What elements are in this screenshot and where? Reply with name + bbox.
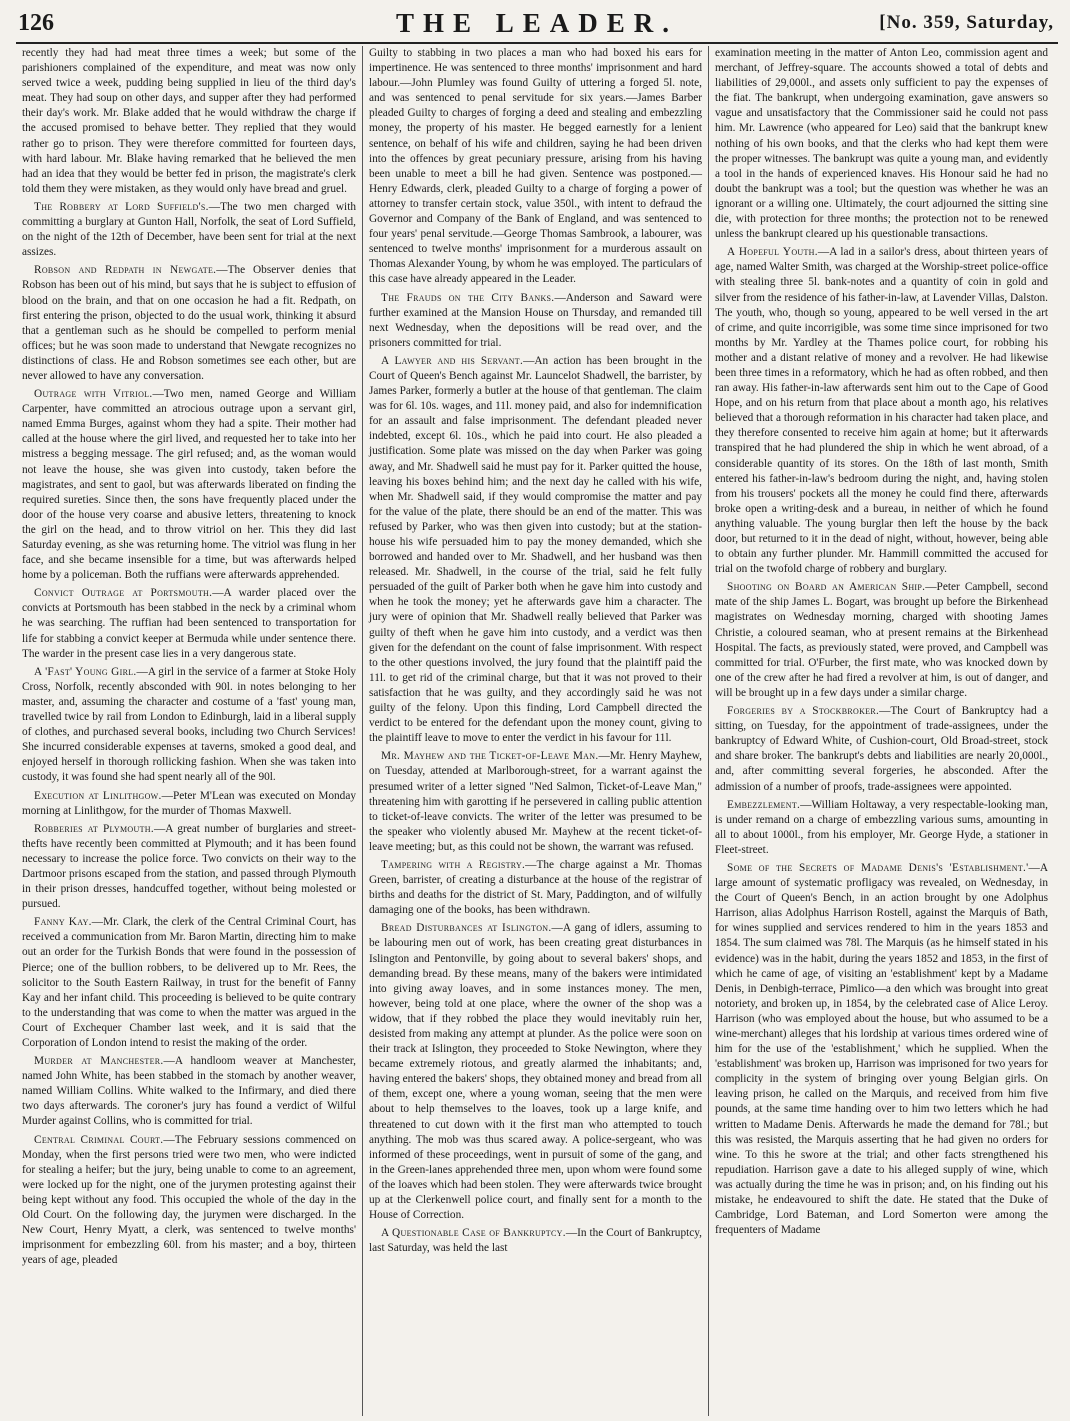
article-paragraph — [715, 704, 1048, 795]
article-paragraph — [715, 861, 1048, 1238]
article-heading: Robberies at Plymouth. — [34, 822, 154, 835]
article-text: —The two men charged with committing a burglary at Gunton Hall, Norfolk, the seat of Lord Suffield, on the night of the 12th of December, have been sent for trial at the next assizes. — [22, 200, 356, 259]
column-2 — [362, 46, 708, 1416]
article-paragraph — [22, 387, 356, 583]
article-paragraph — [22, 789, 356, 819]
page-number: 126 — [18, 10, 54, 36]
article-text: —An action has been brought in the Court of Queen's Bench against Mr. Launcelot Shadwell, the barrister, by James Parker, formerly a butler at the house of that gentleman. The claim was for 6l. 10s. wages, and 11l. money paid, and also for indemnification for an assault and false imprisonment. The defendant pleaded never indebted, except 6l. 10s., which he paid into court. He also pleaded a justification. Some plate was missed on the day when Parker was going away, and Mr. Shadwell said he must pay for it. Parker quitted the house, leaving his boxes behind him; and the next day he called with his wife, when Mr. Shadwell said, if they would compromise the matter and pay for the value of the plate, there should be an end of the matter. This was refused by Parker, who was then given into custody; but at the station-house his wife persuaded him to pay the money demanded, which she borrowed and handed over to Mr. Shadwell, and her husband was then released. Mr. Shadwell, in the course of the trial, said he felt fully persuaded of the guilt of Parker both when he gave him into custody and when he took the money; yet he afterwards gave him a character. The jury were of opinion that Mr. Shadwell really believed that Parker was guilty of theft when he gave him into custody, and a verdict was then given for the defendant on the count of false imprisonment. With respect to the other questions involved, the jury found that the plaintiff paid the 11l. to get rid of the criminal charge, but that it was not proved to their satisfaction that he was guilty, and they accordingly said he was not guilty of the felony. Upon this finding, Lord Campbell directed the verdict to be entered for the defendant upon the money count, giving to the plaintiff leave to move to enter the verdict in his favour for 11l. — [369, 354, 702, 745]
columns — [16, 46, 1058, 1421]
article-heading: Bread Disturbances at Islington. — [381, 922, 552, 935]
article-paragraph — [22, 200, 356, 260]
article-text: —The February sessions commenced on Monday, when the first persons tried were two men, who were indicted for stealing a heifer; but the jury, being unable to come to an agreement, were locked up for the night, one of the jurymen protesting against their being kept without any food. This occupied the whole of the day in the Old Court. On the following day, the jurymen were discharged. In the New Court, Henry Myatt, a clerk, was sentenced to twelve months' imprisonment for embezzling 60l. from his master; and a boy, thirteen years of age, pleaded — [22, 1133, 356, 1267]
article-paragraph — [369, 858, 702, 918]
column-1 — [16, 46, 362, 1416]
article-text: Guilty to stabbing in two places a man who had boxed his ears for impertinence. He was sentenced to three months' imprisonment and hard labour.—John Plumley was found Guilty of uttering a forged 5l. note, and was sentenced to penal servitude for six years.—James Barber pleaded Guilty to charges of forging a deed and stealing and embezzling money, the property of his master. He begged earnestly for a lenient sentence, on behalf of his wife and children, saying he had been driven into the offences by great pecuniary pressure, arising from his having been unable to meet a bill he had given. Sentence was postponed.—Henry Edwards, clerk, pleaded Guilty to a charge of forging a power of attorney to transfer certain stock, value 350l., with intent to defraud the Governor and Company of the Bank of England, and was sentenced to four years' penal servitude.—George Thomas Sambrook, a labourer, was sentenced to twelve months' imprisonment for a murderous assault on Thomas Alexander Young, by whom he was employed. The particulars of this case have already appeared in the Leader. — [369, 47, 702, 286]
article-paragraph — [715, 580, 1048, 701]
article-paragraph — [369, 921, 702, 1223]
article-paragraph — [715, 798, 1048, 858]
article-heading: A Questionable Case of Bankruptcy. — [381, 1227, 566, 1240]
article-text: examination meeting in the matter of Anton Leo, commission agent and merchant, of Jeffrey-square. The accounts showed a total of debts and liabilities of 29,000l., and assets only sufficient to pay the expenses of the fiat. The bankrupt, when undergoing examination, gave answers so vague and unsatisfactory that the Commissioner said he could not pass him. Mr. Lawrence (who appeared for Leo) said that the bankrupt knew nothing of his own books, and that the clerks who had kept them were the proper witnesses. The bankrupt was quite a young man, and evidently a tool in the hands of experienced knaves. His Honour said he had no doubt the bankrupt was a tool; but the question was whether he was an ignorant or a willing one. Ultimately, the court adjourned the sitting sine die, with protection for three months; the protection not to be renewed unless the bankrupt cleared up his questionable transactions. — [715, 47, 1048, 241]
article-heading: Tampering with a Registry. — [381, 858, 526, 871]
article-paragraph — [369, 354, 702, 746]
article-text: —In the Court of Bankruptcy, last Saturday, was held the last — [369, 1227, 702, 1255]
article-text: —A handloom weaver at Manchester, named John White, has been stabbed in the stomach by another weaver, named William Collins. White walked to the Infirmary, and died there two days afterwards. The coroner's jury has found a verdict of Wilful Murder against Collins, who is committed for trial. — [22, 1055, 356, 1128]
article-text: —A lad in a sailor's dress, about thirteen years of age, named Walter Smith, was charged at the Worship-street police-office with stealing three 5l. bank-notes and a quantity of coin in gold and silver from the residence of his father-in-law, at Lavender Villas, Dalston. The youth, who, though so young, appeared to be well versed in the art of crime, and quite incorrigible, was some time since imprisoned for two months by Mr. Yardley at the Thames police court, for robbing his mother and a distant relative of money and a revolver. He had likewise been three times in a reformatory, which he had as often robbed, and then ran away. His father-in-law afterwards sent him out to the Cape of Good Hope, and on his return from that place about a month ago, his relatives believed that a thorough reformation in his character had taken place, and they therefore consented to receive him again at home; but it afterwards transpired that he had plundered the ship in which he went abroad, of a considerable quantity of its stores. On the 18th of last month, Smith entered his father-in-law's bedroom during the night, and, having stolen from his trousers' pockets all the money he could find there, afterwards broke open a writing-desk and a bureau, in neither of which he found anything valuable. The young burglar then left the house by the back door, but returned to it in the dead of night, without, however, being able to obtain any further plunder. Mr. Hammill committed the accused for trial on the twofold charge of robbery and burglary. — [715, 246, 1048, 576]
article-paragraph — [22, 1054, 356, 1129]
article-heading: Embezzlement. — [727, 798, 801, 811]
article-heading: Forgeries by a Stockbroker. — [727, 705, 880, 718]
article-heading: Fanny Kay. — [34, 916, 92, 929]
article-paragraph — [369, 46, 702, 288]
masthead — [16, 8, 1058, 44]
article-paragraph — [369, 1226, 702, 1256]
article-heading: Convict Outrage at Portsmouth. — [34, 587, 213, 600]
article-text: —A great number of burglaries and street-thefts have recently been committed at Plymouth; and it has been found necessary to increase the police force. Two convicts on their way to the Dartmoor prisons escaped from the station, and passed through Plymouth in their prison dresses, handcuffed together, without being molested or pursued. — [22, 822, 356, 911]
article-text: —Mr. Clark, the clerk of the Central Criminal Court, has received a communication from Mr. Baron Martin, directing him to make out an order for the Turkish Bonds that were found in the possession of Pierce; one of the bullion robbers, to be delivered up to Mr. Rees, the solicitor to the South Eastern Railway, in trust for the benefit of Fanny Kay and her infant child. This proceeding is believed to be quite contrary to the understanding that was come to when the matter was argued in the Court of Exchequer Chamber last week, and it is said that the Corporation of London intend to resist the making of the order. — [22, 916, 356, 1049]
article-text: —A warder placed over the convicts at Portsmouth has been stabbed in the neck by a criminal whom he was searching. The ruffian had been sentenced to transportation for life for stabbing a convict keeper at Bermuda while under sentence there. The warder in the present case lies in a very dangerous state. — [22, 587, 356, 660]
article-paragraph — [22, 822, 356, 913]
article-paragraph — [22, 665, 356, 786]
article-text: —The Court of Bankruptcy had a sitting, on Tuesday, for the appointment of trade-assignees, under the bankruptcy of Edward White, of Cushion-court, Old Broad-street, stock and share broker. The bankrupt's debts and liabilities are nearly 20,000l., and, after committing several forgeries, he absconded. After the admission of a number of proofs, trade-assignees were appointed. — [715, 705, 1048, 793]
article-heading: A 'Fast' Young Girl. — [34, 665, 137, 678]
article-heading: Mr. Mayhew and the Ticket-of-Leave Man. — [381, 750, 599, 763]
article-text: —Mr. Henry Mayhew, on Tuesday, attended at Marlborough-street, for a warrant against the presumed writer of a letter signed "Ned Salmon, Ticket-of-Leave Man," threatening him with garotting if he persevered in calling public attention to ticket-of-leave convicts. The writer of the letter was presumed to be the speaker who violently abused Mr. Mayhew at the recent ticket-of-leave meeting; but, as this could not be shown, the warrant was refused. — [369, 750, 702, 853]
article-heading: A Lawyer and his Servant. — [381, 354, 524, 367]
article-text: —A girl in the service of a farmer at Stoke Holy Cross, Norfolk, recently absconded with 90l. in notes belonging to her master, and, assuming the character and costume of a 'fast' young man, travelled twice by rail from London to Edinburgh, laid in a liberal supply of clothes, and purchased several books, including two Church Services! She incurred considerable expenses at taverns, smoked a good deal, and enjoyed herself in thorough rollicking fashion. When she was taken into custody, it was found she had spent nearly all of the 90l. — [22, 665, 356, 784]
article-paragraph — [22, 46, 356, 197]
article-text: —Peter M'Lean was executed on Monday morning at Linlithgow, for the murder of Thomas Maxwell. — [22, 789, 356, 817]
article-paragraph — [369, 749, 702, 855]
article-text: —Peter Campbell, second mate of the ship James L. Bogart, was brought up before the Birkenhead magistrates on Wednesday morning, charged with shooting James Christie, a coloured seaman, who at present remains at the Birkenhead Hospital. The facts, as previously stated, were proved, and Campbell was committed for trial. O'Furber, the first mate, who was knocked down by one of the crew after he had fired a revolver at him, is out of danger, and will be brought up in a few days under a similar charge. — [715, 581, 1048, 699]
article-heading: Shooting on Board an American Ship. — [727, 581, 926, 594]
article-text: —A large amount of systematic profligacy was revealed, on Wednesday, in the Court of Queen's Bench, in an action brought by one Adolphus Harrison, alias Adolphus Harrison Rostell, against the Marquis of Bath, for wines supplied and services rendered to him in the years 1853 and 1854. The sum claimed was 78l. The Marquis (as he himself stated in his evidence) was in the habit, during the years 1852 and 1853, in the first of which he came of age, of visiting an 'establishment' kept by a Madame Denis, in Denbigh-terrace, Pimlico—a den which was brought into great notoriety, and broken up, in 1854, by the celebrated case of Alice Leroy. Harrison (who was employed about the house, but who assumed to be a wine-merchant) alleges that his lordship at various times ordered wine of him for the use of the 'establishment,' which he supplied. When the 'establishment' was broken up, Harrison was imprisoned for two years for complicity in the system of bringing over young Belgian girls. On leaving prison, he called on the Marquis, and received from him five pounds, at the same time handing over to him two letters which he had written to Madame Denis. Afterwards he made the demand for 78l.; but this was resisted, the Marquis asserting that he had given no orders for wine. To this he swore at the trial; and other facts strengthened his repudiation. Harrison gave a date to his alleged supply of wine, which was actually during the time he was in prison; and, on his finding out his mistake, he endeavoured to shift the date. He stated that the Duke of Cambridge, Lord Bateman, and Lord Somerton were among the frequenters of Madame — [715, 861, 1048, 1237]
article-paragraph — [22, 915, 356, 1051]
newspaper-title: THE LEADER. — [395, 8, 679, 38]
article-heading: Robson and Redpath in Newgate. — [34, 264, 217, 277]
article-heading: Execution at Linlithgow. — [34, 789, 162, 802]
article-heading: Murder at Manchester. — [34, 1055, 164, 1068]
article-paragraph — [369, 291, 702, 351]
article-heading: The Robbery at Lord Suffield's. — [34, 200, 209, 213]
article-text: —Two men, named George and William Carpenter, have committed an atrocious outrage upon a servant girl, named Emma Burges, against whom they had a spite. Their mother had called at the house where the girl lived, and requested her to take into her mistress a begging message. The girl refused; and, as the woman would not leave the house, she was given into custody, taken before the magistrates, and sent to gaol, but was afterwards liberated on finding the required sureties. Since then, the sons have frequently placed under the door of the house very coarse and abusive letters, threatening to knock the girl on the head, and to throw vitriol on her. This they did last Saturday evening, as she was returning home. The vitriol was flung in her face, and she became insensible for a time, but was afterwards helped home by a policeman. Both the ruffians were afterwards apprehended. — [22, 388, 357, 582]
article-heading: Central Criminal Court. — [34, 1133, 164, 1146]
article-paragraph — [715, 46, 1048, 242]
article-heading: Outrage with Vitriol. — [34, 388, 153, 401]
article-text: —The charge against a Mr. Thomas Green, barrister, of creating a disturbance at the house of the registrar of births and deaths for the district of St. Mary, Paddington, and of wilfully damaging one of the books, has been withdrawn. — [369, 858, 702, 917]
article-heading: A Hopeful Youth. — [727, 246, 818, 259]
article-heading: Some of the Secrets of Madame Denis's 'Establishment.' — [727, 861, 1029, 874]
issue-label: [No. 359, Saturday, — [879, 12, 1054, 33]
article-text: —William Holtaway, a very respectable-looking man, is under remand on a charge of embezzling various sums, amounting in all to about 1000l., from his employer, Mr. George Hyde, a stationer in Fleet-street. — [715, 798, 1048, 856]
article-text: recently they had had meat three times a week; but some of the parishioners complained of the expenditure, and meat was now only served twice a week, pudding being supplied in lieu of the third day's meat. They had soup on other days, and supper after they had performed their day's work. Mr. Blake added that he would withdraw the charge if the accused promised to behave better. They replied that they would rather go to prison. They were therefore committed for fourteen days, with hard labour. Mr. Blake having remarked that he believed the men had an idea that they would be better fed in prison, the magistrate's clerk told them they were mistaken, as they would only have bread and gruel. — [22, 47, 356, 195]
article-paragraph — [22, 263, 356, 384]
article-heading: The Frauds on the City Banks. — [381, 291, 555, 304]
article-paragraph — [715, 245, 1048, 577]
article-text: —A gang of idlers, assuming to be labouring men out of work, has been creating great disturbances in Islington and Pentonville, by going about to several bakers' shops, and demanding bread. By these means, many of the bakers were intimidated into giving away loaves, and in some instances money. The men, however, being told at one place, where the owner of the shop was a widow, that if they robbed the place they would inevitably ruin her, desisted from making any attempt at plunder. As the police were soon on their track at Islington, they proceeded to Stoke Newington, where they became extremely riotous, and greatly alarmed the inhabitants; and, having entered the bakers' shops, they obtained money and bread from all of them, except one, where a young woman, seeing that the men were about to help themselves to the loaves, took up a large knife, and threatened to cut down with it the first man who attempted to touch anything. The mob was thus scared away. A police-sergeant, who was informed of these proceedings, went in pursuit of some of the gang, and in the Green-lanes apprehended three men, upon whom were found some of the loaves which had been stolen. They were afterwards twice brought up at the Clerkenwell police court, and finally sent for a month to the House of Correction. — [369, 922, 703, 1222]
article-text: —The Observer denies that Robson has been out of his mind, but says that he is subject to effusion of blood on the brain, and that on one occasion he had a fit. Redpath, on first entering the prison, objected to do the usual work, thinking it absurd that a gentleman such as he should be compelled to perform menial offices; but he was soon made to understand that Newgate recognizes no distinctions of class. He and Robson sometimes see each other, but are never allowed to have any conversation. — [22, 264, 356, 382]
column-3 — [708, 46, 1054, 1416]
article-paragraph — [22, 1133, 356, 1269]
article-paragraph — [22, 586, 356, 661]
article-text: —Anderson and Saward were further examined at the Mansion House on Thursday, and remanded till next Wednesday, when the depositions will be read over, and the prisoners committed for trial. — [369, 291, 702, 349]
